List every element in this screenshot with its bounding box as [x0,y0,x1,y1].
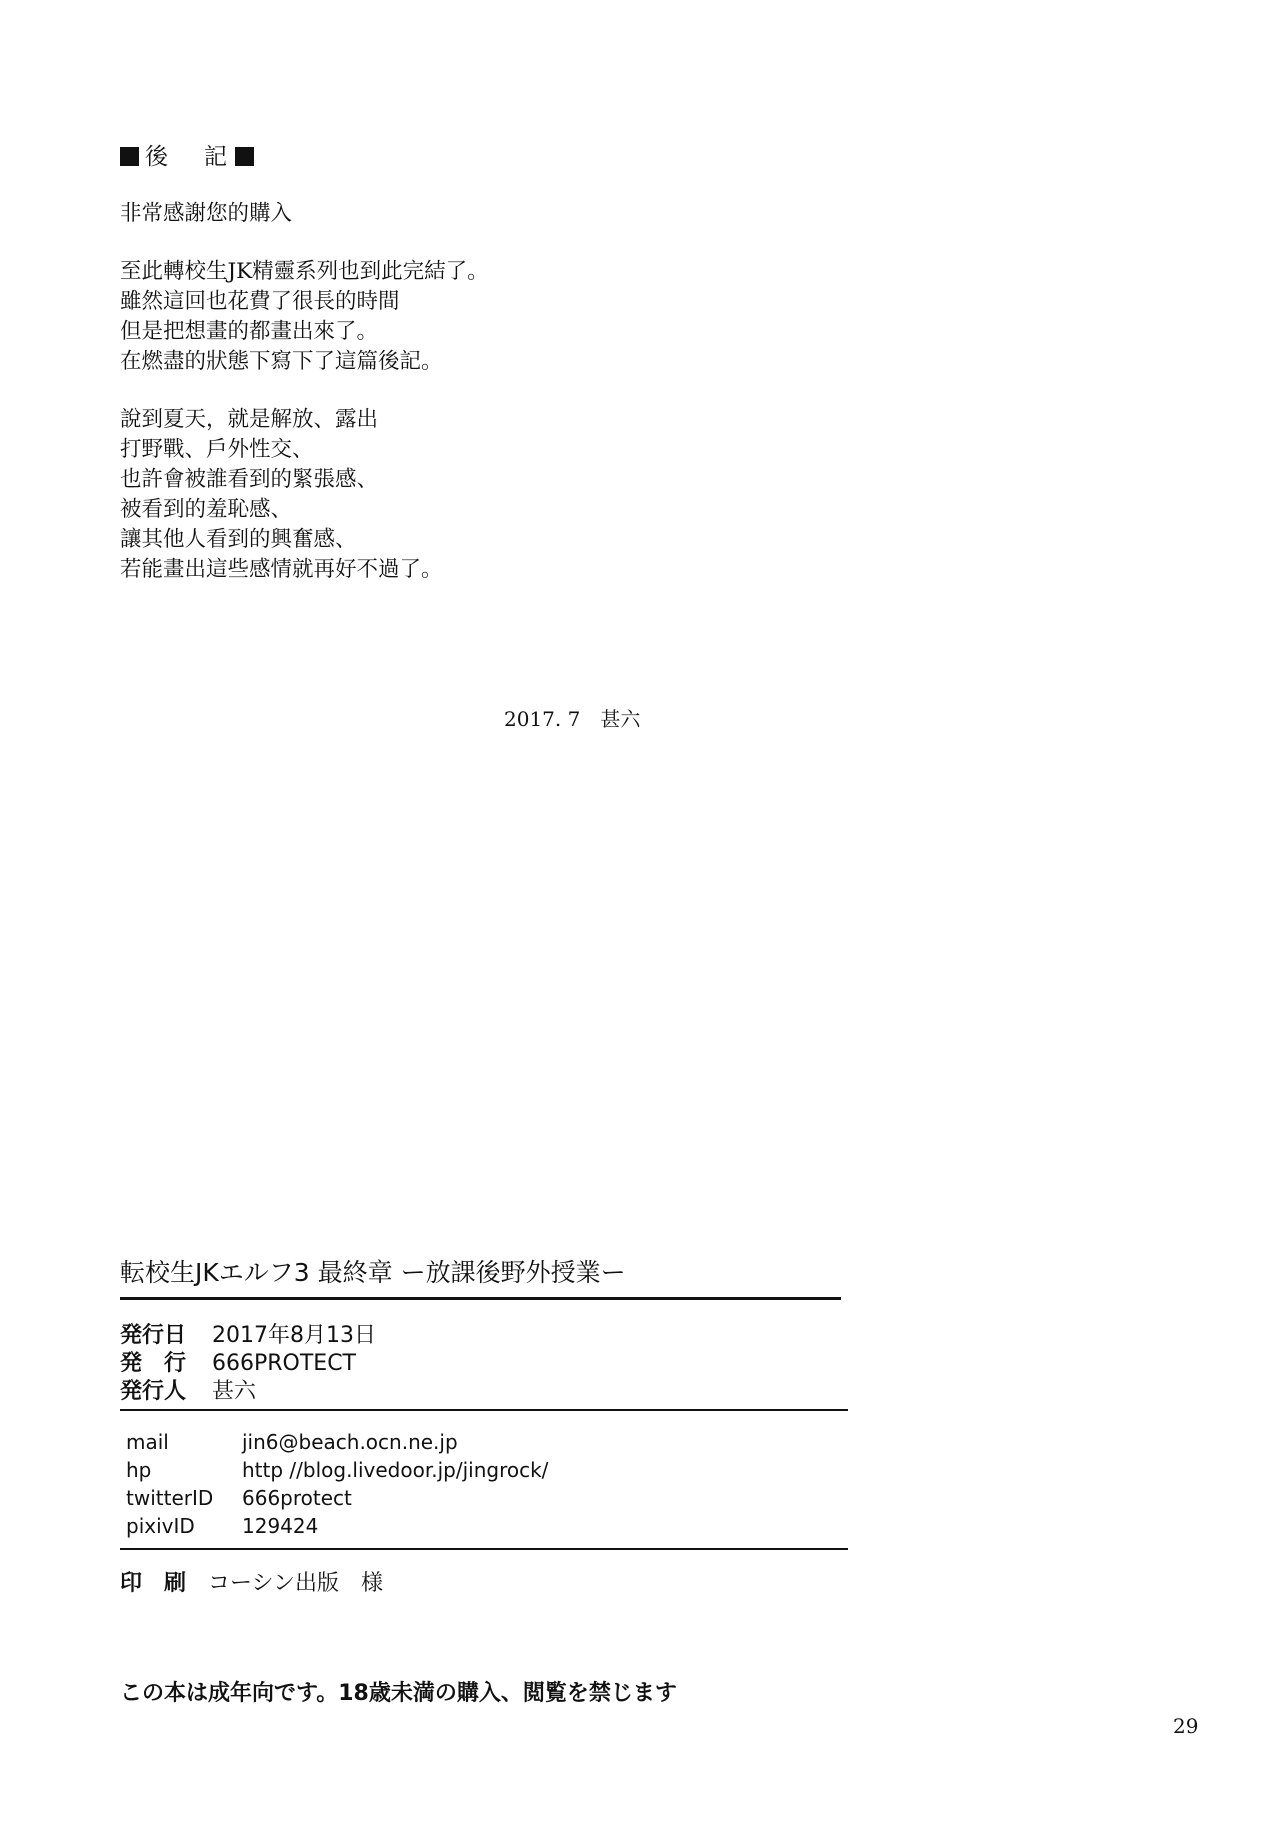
row-value: コーシン出版 様 [208,1571,384,1596]
afterword-heading [120,138,254,171]
divider [120,1409,848,1411]
signoff-author: 甚六 [600,707,641,731]
contact-hp-row [126,1458,548,1482]
text-line: 至此轉校生JK精靈系列也到此完結了。 [120,259,489,284]
row-label: mail [126,1430,169,1454]
contact-mail-row [126,1430,458,1454]
publish-date-row [120,1318,376,1349]
text-line: 打野戰、戶外性交、 [120,437,314,462]
row-value: http //blog.livedoor.jp/jingrock/ [242,1458,549,1482]
page-number: 29 [1173,1714,1199,1738]
row-label: 印 刷 [120,1571,187,1596]
text-line: 雖然這回也花費了很長的時間 [120,289,400,314]
text-line: 讓其他人看到的興奮感、 [120,527,357,552]
text-line: 也許會被誰看到的緊張感、 [120,467,379,492]
age-notice: この本は成年向です。18歳未満の購入、閲覧を禁じます [120,1681,677,1706]
divider [120,1548,848,1550]
row-value: 666protect [242,1486,352,1510]
divider [120,1297,841,1300]
text-line: 說到夏天，就是解放、露出 [120,407,379,432]
text-line: 非常感謝您的購入 [120,201,293,226]
heading-char-2: 記 [204,144,229,170]
row-value: jin6@beach.ocn.ne.jp [242,1430,458,1454]
heading-char-1: 後 [145,144,170,170]
contact-twitter-row [126,1486,352,1510]
issuer-row [120,1374,256,1405]
signoff-date: 2017. 7 [504,707,581,731]
row-value: 甚六 [212,1379,257,1404]
book-title: 転校生JKエルフ3 最終章 ー放課後野外授業ー [120,1258,626,1287]
row-label: twitterID [126,1486,214,1510]
text-line: 在燃盡的狀態下寫下了這篇後記。 [120,349,443,374]
row-value: 666PROTECT [212,1351,356,1376]
row-label: pixivID [126,1514,195,1538]
contact-pixiv-row [126,1514,318,1538]
afterword-paragraph [120,257,489,377]
text-line: 若能畫出這些感情就再好不過了。 [120,557,443,582]
row-value: 2017年8月13日 [212,1323,376,1348]
printer-row [120,1566,383,1597]
row-label: hp [126,1458,152,1482]
row-label: 発行人 [120,1379,187,1404]
row-label: 発 行 [120,1351,187,1376]
signoff [504,703,640,732]
row-value: 129424 [242,1514,319,1538]
afterword-paragraph [120,199,292,229]
text-line: 但是把想畫的都畫出來了。 [120,319,379,344]
black-square-icon [120,147,139,166]
black-square-icon [235,147,254,166]
afterword-paragraph [120,405,443,585]
publisher-row [120,1346,356,1377]
text-line: 被看到的羞恥感、 [120,497,293,522]
row-label: 発行日 [120,1323,187,1348]
